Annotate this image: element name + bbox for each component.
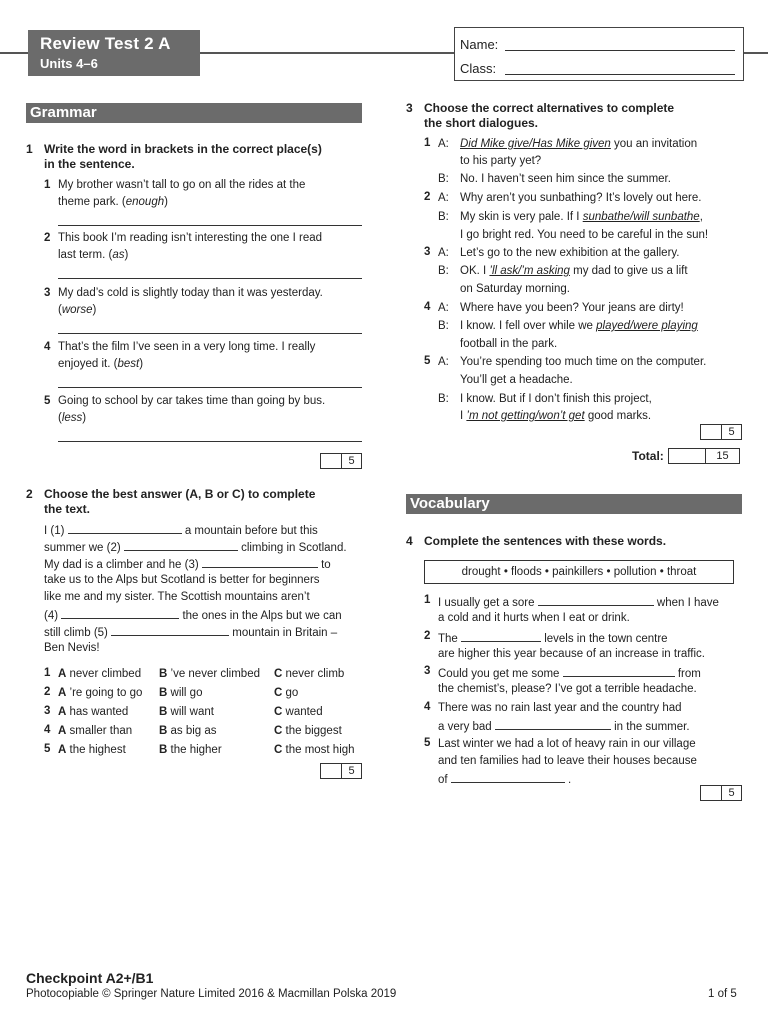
q2-option-label: C xyxy=(274,706,283,718)
q1-item-number: 3 xyxy=(44,287,51,299)
q3-line-b xyxy=(460,263,750,280)
q1-instruction-line: Write the word in brackets in the correct place(s) xyxy=(44,142,322,156)
q4-text: are higher this year because of an increase in traffic. xyxy=(438,648,705,660)
q3-text: You’re spending too much time on the computer. xyxy=(460,356,707,368)
q2-option-text: the higher xyxy=(167,744,222,756)
q2-text-fragment: (4) xyxy=(44,610,62,622)
q4-item-line xyxy=(438,770,738,789)
q3-text: good marks. xyxy=(584,410,652,422)
q2-option-label: B xyxy=(159,706,168,718)
name-field[interactable] xyxy=(505,50,735,51)
q3-line-b xyxy=(460,171,750,188)
footer-title: Checkpoint A2+/B1 xyxy=(26,970,154,986)
q3-speaker-b: B: xyxy=(438,320,449,332)
q1-item-hint: less xyxy=(61,412,83,424)
q3-text: football in the park. xyxy=(460,338,558,350)
q2-option-c[interactable] xyxy=(274,742,355,759)
q4-text: levels in the town centre xyxy=(541,633,668,645)
q1-item-line: last term. ( xyxy=(58,249,113,261)
q2-text-fragment: summer we (2) xyxy=(44,542,124,554)
section-vocabulary: Vocabulary xyxy=(406,494,742,514)
q1-item-number: 4 xyxy=(44,341,51,353)
q2-option-text: wanted xyxy=(282,706,323,718)
q2-option-text: never climbed xyxy=(66,668,142,680)
q3-line-b2 xyxy=(460,336,750,353)
q2-gap-blank[interactable] xyxy=(111,623,229,636)
q3-text: You’ll get a headache. xyxy=(460,374,573,386)
q2-gap-blank[interactable] xyxy=(202,555,318,568)
q2-option-text: will go xyxy=(167,687,203,699)
q3-instruction-line: Choose the correct alternatives to complete xyxy=(424,101,675,115)
q4-text: . xyxy=(564,774,572,786)
q2-text-fragment: a mountain before but this xyxy=(181,525,318,537)
q2-option-label: A xyxy=(58,706,67,718)
q2-text-fragment: I (1) xyxy=(44,525,68,537)
q2-option-text: smaller than xyxy=(66,725,133,737)
q2-text-line xyxy=(44,640,374,657)
q2-option-text: go xyxy=(282,687,299,699)
q1-item-hint: as xyxy=(112,249,125,261)
q4-item-line xyxy=(438,681,738,698)
q2-text-fragment: the ones in the Alps but we can xyxy=(179,610,342,622)
q2-option-b[interactable] xyxy=(159,704,214,721)
q1-item-line: enjoyed it. ( xyxy=(58,358,118,370)
q3-line-a xyxy=(460,300,750,317)
q1-item-line: ) xyxy=(164,196,168,208)
q3-text: to his party yet? xyxy=(460,155,542,167)
test-title-box xyxy=(28,30,200,76)
q4-max-score: 5 xyxy=(722,785,742,801)
q2-option-b[interactable] xyxy=(159,723,217,740)
q1-number: 1 xyxy=(26,142,33,156)
q4-text: I usually get a sore xyxy=(438,597,538,609)
q2-text-fragment: to xyxy=(317,559,331,571)
q3-speaker-b: B: xyxy=(438,393,449,405)
q2-option-text: ’ve never climbed xyxy=(167,668,260,680)
q3-text: you an invitation xyxy=(610,138,698,150)
q2-text-fragment: mountain in Britain – xyxy=(229,627,338,639)
q1-item-text xyxy=(58,230,358,264)
q3-text: Let’s go to the new exhibition at the gallery. xyxy=(460,247,680,259)
q1-item-number: 5 xyxy=(44,395,51,407)
q1-item-line: ( xyxy=(58,304,62,316)
q4-item-number: 2 xyxy=(424,630,431,642)
q2-option-c[interactable] xyxy=(274,704,323,721)
q1-item-line: My dad’s cold is slightly today than it was yesterday. xyxy=(58,287,323,299)
q1-score-field[interactable] xyxy=(320,453,342,469)
q2-text-fragment: still climb (5) xyxy=(44,627,112,639)
q4-item-line xyxy=(438,753,738,770)
q3-score-field[interactable] xyxy=(700,424,722,440)
q4-text: of xyxy=(438,774,451,786)
q1-item-hint: worse xyxy=(61,304,93,316)
q2-text-fragment: Ben Nevis! xyxy=(44,642,100,654)
q1-item-line: theme park. ( xyxy=(58,196,126,208)
class-label: Class: xyxy=(460,61,497,76)
q2-option-b[interactable] xyxy=(159,666,260,683)
page-number: 1 of 5 xyxy=(708,988,737,1000)
q3-speaker-b: B: xyxy=(438,211,449,223)
total-score-field[interactable] xyxy=(668,448,706,464)
q3-line-a xyxy=(460,136,750,153)
q2-option-b[interactable] xyxy=(159,685,202,702)
q4-text: and ten families had to leave their houses because xyxy=(438,755,697,767)
q3-alternatives[interactable]: ’ll ask/’m asking xyxy=(489,265,570,277)
q4-item-number: 3 xyxy=(424,665,431,677)
q3-item-number: 5 xyxy=(424,355,431,367)
q4-item-line xyxy=(438,717,738,736)
q2-option-number: 5 xyxy=(44,743,51,755)
q2-text-line xyxy=(44,572,374,589)
q3-alternatives[interactable]: ’m not getting/won’t get xyxy=(466,410,585,422)
q4-item-line xyxy=(438,610,738,627)
q4-text: Could you get me some xyxy=(438,668,563,680)
q1-item-line: ( xyxy=(58,412,62,424)
q4-score-field[interactable] xyxy=(700,785,722,801)
q3-score-box xyxy=(700,424,742,440)
q3-line-a xyxy=(460,190,750,207)
q4-item-line xyxy=(438,646,738,663)
q3-line-b2 xyxy=(460,281,750,298)
q2-instruction-line: the text. xyxy=(44,502,91,516)
q4-gap-blank[interactable] xyxy=(538,593,654,606)
q1-answer-line[interactable] xyxy=(58,441,362,442)
q2-option-number: 1 xyxy=(44,667,51,679)
q3-speaker-b: B: xyxy=(438,265,449,277)
q2-option-c[interactable] xyxy=(274,666,344,683)
q2-max-score: 5 xyxy=(342,763,362,779)
q1-item-line: ) xyxy=(92,304,97,316)
q2-option-label: C xyxy=(274,744,283,756)
q1-instruction-line: in the sentence. xyxy=(44,157,135,171)
q2-option-label: B xyxy=(159,725,168,737)
section-grammar: Grammar xyxy=(26,103,362,123)
q2-gap-blank[interactable] xyxy=(68,521,182,534)
q3-speaker-b: B: xyxy=(438,173,449,185)
q1-max-score: 5 xyxy=(342,453,362,469)
q2-option-label: B xyxy=(159,687,168,699)
q3-text: OK. I xyxy=(460,265,490,277)
q2-option-a[interactable] xyxy=(58,685,142,702)
q3-line-b xyxy=(460,318,750,335)
q1-item-line: This book I’m reading isn’t interesting the one I read xyxy=(58,232,323,244)
q4-number: 4 xyxy=(406,534,413,548)
q3-line-a xyxy=(460,245,750,262)
q1-item-line: ) xyxy=(139,358,144,370)
q2-text-fragment: take us to the Alps but Scotland is better for beginners xyxy=(44,574,320,586)
q2-option-c[interactable] xyxy=(274,723,342,740)
total-max-score: 15 xyxy=(706,448,740,464)
test-units: Units 4–6 xyxy=(40,56,98,71)
q2-text-line xyxy=(44,589,374,606)
q2-option-label: C xyxy=(274,725,283,737)
q3-max-score: 5 xyxy=(722,424,742,440)
q4-instruction: Complete the sentences with these words. xyxy=(424,534,667,548)
q2-option-label: A xyxy=(58,725,67,737)
q1-answer-line[interactable] xyxy=(58,333,362,334)
q3-speaker-a: A: xyxy=(438,138,449,150)
q4-score-box xyxy=(700,785,742,801)
q1-item-number: 2 xyxy=(44,232,51,244)
q2-option-a[interactable] xyxy=(58,666,141,683)
q4-text: The xyxy=(438,633,462,645)
q3-speaker-a: A: xyxy=(438,302,449,314)
class-field[interactable] xyxy=(505,74,735,75)
q1-item-number: 1 xyxy=(44,179,51,191)
q1-item-text xyxy=(58,285,358,319)
q2-number: 2 xyxy=(26,487,33,501)
q4-gap-blank[interactable] xyxy=(563,664,675,677)
q2-option-text: the biggest xyxy=(282,725,342,737)
word-box: drought • floods • painkillers • pollution • throat xyxy=(424,560,734,584)
q4-gap-blank[interactable] xyxy=(451,770,565,783)
test-title: Review Test 2 A xyxy=(40,34,171,53)
q4-gap-blank[interactable] xyxy=(495,717,611,730)
q2-text-fragment: like me and my sister. The Scottish mountains aren’t xyxy=(44,591,310,603)
q3-alternatives[interactable]: Did Mike give/Has Mike given xyxy=(460,138,611,150)
total-label: Total: xyxy=(632,449,664,463)
q3-text: No. I haven’t seen him since the summer. xyxy=(460,173,671,185)
q4-text: the chemist’s, please? I’ve got a terrible headache. xyxy=(438,683,697,695)
q2-option-text: the highest xyxy=(66,744,126,756)
q3-speaker-a: A: xyxy=(438,247,449,259)
q3-line-b2 xyxy=(460,408,750,425)
q3-instruction xyxy=(424,101,674,131)
q4-text: when I have xyxy=(653,597,719,609)
q3-text: I xyxy=(460,410,467,422)
q3-number: 3 xyxy=(406,101,413,115)
q3-line-b2 xyxy=(460,227,750,244)
q3-text: Why aren’t you sunbathing? It’s lovely out here. xyxy=(460,192,702,204)
q4-item-line xyxy=(438,736,738,753)
q4-text: Last winter we had a lot of heavy rain in our village xyxy=(438,738,696,750)
q2-option-text: ’re going to go xyxy=(66,687,143,699)
q4-item-line xyxy=(438,700,738,717)
q1-item-text xyxy=(58,393,358,427)
q2-option-label: A xyxy=(58,687,67,699)
q3-alternatives[interactable]: sunbathe/will sunbathe xyxy=(582,211,700,223)
q1-item-hint: best xyxy=(117,358,140,370)
q4-text: in the summer. xyxy=(610,721,690,733)
q2-option-label: A xyxy=(58,744,67,756)
name-label: Name: xyxy=(460,37,499,52)
q3-line-b xyxy=(460,391,750,408)
q2-option-label: A xyxy=(58,668,67,680)
q3-item-number: 1 xyxy=(424,137,431,149)
q2-score-field[interactable] xyxy=(320,763,342,779)
q3-text: my dad to give us a lift xyxy=(569,265,688,277)
q2-option-a[interactable] xyxy=(58,704,128,721)
q2-option-b[interactable] xyxy=(159,742,222,759)
q3-speaker-a: A: xyxy=(438,356,449,368)
total-score-box xyxy=(668,448,740,464)
q1-item-line: ) xyxy=(124,249,129,261)
q4-item-number: 5 xyxy=(424,737,431,749)
q3-line-b xyxy=(460,209,750,226)
q4-gap-blank[interactable] xyxy=(461,629,541,642)
q3-line-a xyxy=(460,354,750,371)
q2-option-text: will want xyxy=(167,706,214,718)
q2-gap-blank[interactable] xyxy=(124,538,238,551)
q4-text: from xyxy=(674,668,701,680)
q2-option-label: C xyxy=(274,687,283,699)
q2-option-c[interactable] xyxy=(274,685,298,702)
q1-item-line: ) xyxy=(82,412,87,424)
q1-score-box xyxy=(320,453,362,469)
q3-text: on Saturday morning. xyxy=(460,283,570,295)
q3-text: I go bright red. You need to be careful in the sun! xyxy=(460,229,709,241)
q1-item-line: My brother wasn’t tall to go on all the rides at the xyxy=(58,179,306,191)
q2-text-fragment: climbing in Scotland. xyxy=(237,542,347,554)
q1-answer-line[interactable] xyxy=(58,225,362,226)
q2-gap-blank[interactable] xyxy=(61,606,179,619)
q3-alternatives[interactable]: played/were playing xyxy=(596,320,698,332)
q3-item-number: 2 xyxy=(424,191,431,203)
q2-option-text: never climb xyxy=(282,668,345,680)
q3-item-number: 4 xyxy=(424,301,431,313)
q1-item-text xyxy=(58,339,358,373)
q2-instruction xyxy=(44,487,315,517)
q4-item-number: 4 xyxy=(424,701,431,713)
q3-text: I know. I fell over while we xyxy=(460,320,597,332)
q1-instruction xyxy=(44,142,322,172)
q2-option-label: B xyxy=(159,668,168,680)
q2-text-fragment: My dad is a climber and he (3) xyxy=(44,559,202,571)
q1-item-text xyxy=(58,177,358,211)
q3-text: I know. But if I don’t finish this project, xyxy=(460,393,652,405)
q2-option-text: as big as xyxy=(167,725,217,737)
q2-option-a[interactable] xyxy=(58,742,126,759)
q4-text: a very bad xyxy=(438,721,495,733)
q2-option-text: the most high xyxy=(282,744,355,756)
q4-text: a cold and it hurts when I eat or drink. xyxy=(438,612,630,624)
q3-instruction-line: the short dialogues. xyxy=(424,116,539,130)
q2-option-text: has wanted xyxy=(66,706,129,718)
q3-text: , xyxy=(699,211,703,223)
footer-copyright: Photocopiable © Springer Nature Limited 2016 & Macmillan Polska 2019 xyxy=(26,988,397,1000)
q2-option-label: B xyxy=(159,744,168,756)
q1-item-line: Going to school by car takes time than going by bus. xyxy=(58,395,326,407)
q3-text: My skin is very pale. If I xyxy=(460,211,583,223)
q2-option-a[interactable] xyxy=(58,723,132,740)
q4-text: There was no rain last year and the country had xyxy=(438,702,682,714)
q2-score-box xyxy=(320,763,362,779)
q4-item-number: 1 xyxy=(424,594,431,606)
q1-item-line: That’s the film I’ve seen in a very long time. I really xyxy=(58,341,316,353)
q3-speaker-a: A: xyxy=(438,192,449,204)
q2-option-number: 4 xyxy=(44,724,51,736)
q2-option-number: 3 xyxy=(44,705,51,717)
q1-item-hint: enough xyxy=(125,196,165,208)
name-class-box xyxy=(454,27,744,81)
q2-instruction-line: Choose the best answer (A, B or C) to complete xyxy=(44,487,316,501)
q2-option-number: 2 xyxy=(44,686,51,698)
q2-option-label: C xyxy=(274,668,283,680)
q3-item-number: 3 xyxy=(424,246,431,258)
q3-text: Where have you been? Your jeans are dirty! xyxy=(460,302,684,314)
q1-answer-line[interactable] xyxy=(58,278,362,279)
q3-line-a2 xyxy=(460,153,750,170)
q1-answer-line[interactable] xyxy=(58,387,362,388)
q3-line-a2 xyxy=(460,372,750,389)
